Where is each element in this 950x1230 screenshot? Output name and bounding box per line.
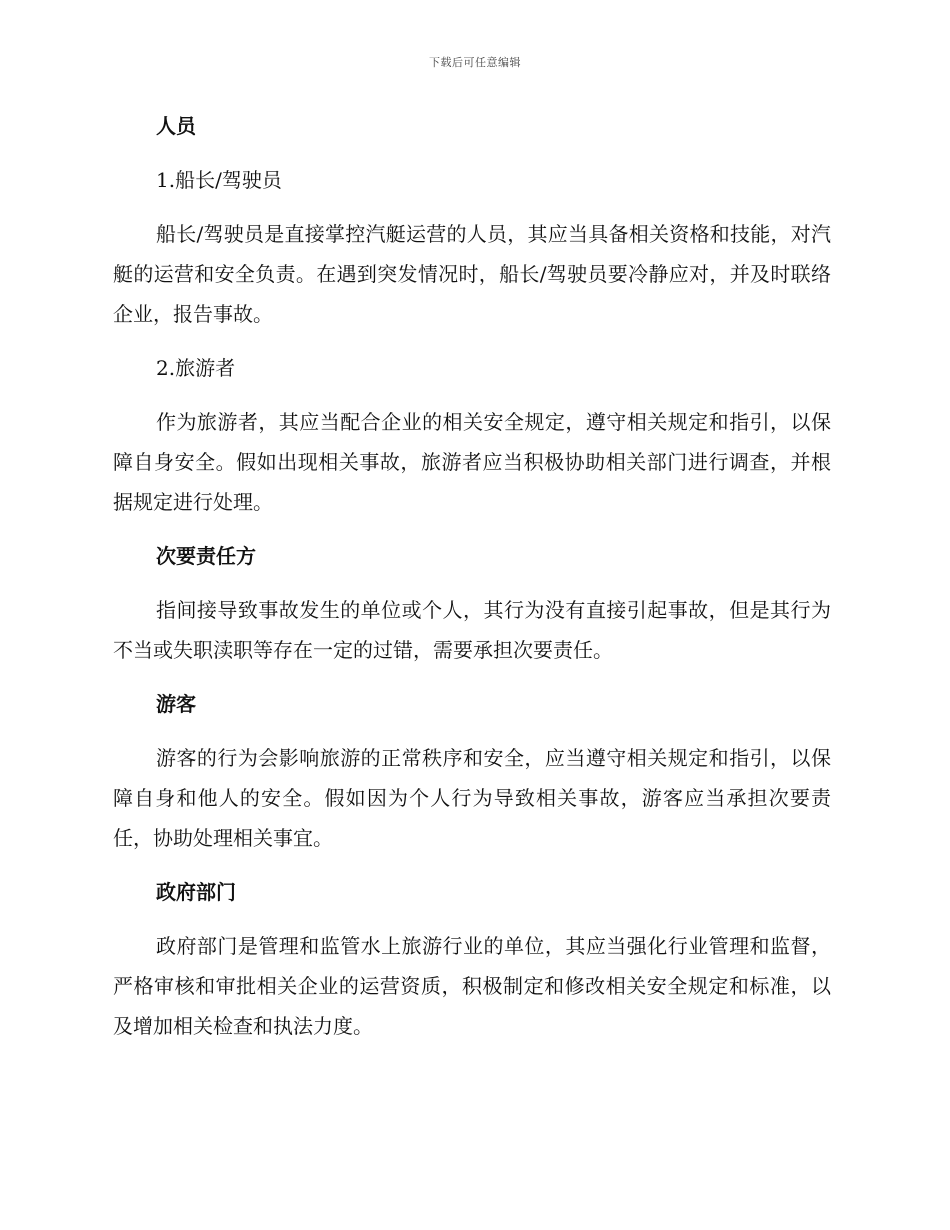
paragraph-government: 政府部门是管理和监管水上旅游行业的单位，其应当强化行业管理和监督，严格审核和审批相关企业的运营资质，积极制定和修改相关安全规定和标准，以及增加相关检查和执法力度。 (113, 934, 831, 1038)
subheading-captain: 1.船长/驾驶员 (156, 168, 282, 192)
section-heading-visitor: 游客 (156, 692, 196, 716)
page-header-note: 下载后可任意编辑 (429, 56, 521, 69)
paragraph-tourist: 作为旅游者，其应当配合企业的相关安全规定，遵守相关规定和指引，以保障自身安全。假如出现相关事故，旅游者应当积极协助相关部门进行调查，并根据规定进行处理。 (113, 410, 831, 514)
paragraph-visitor: 游客的行为会影响旅游的正常秩序和安全，应当遵守相关规定和指引，以保障自身和他人的安全。假如因为个人行为导致相关事故，游客应当承担次要责任，协助处理相关事宜。 (113, 746, 831, 850)
paragraph-captain: 船长/驾驶员是直接掌控汽艇运营的人员，其应当具备相关资格和技能，对汽艇的运营和安全负责。在遇到突发情况时，船长/驾驶员要冷静应对，并及时联络企业，报告事故。 (113, 222, 831, 326)
document-body (113, 106, 831, 1060)
section-heading-personnel: 人员 (156, 114, 196, 138)
section-heading-government: 政府部门 (156, 880, 236, 904)
paragraph-secondary-party: 指间接导致事故发生的单位或个人，其行为没有直接引起事故，但是其行为不当或失职渎职等存在一定的过错，需要承担次要责任。 (113, 598, 831, 662)
section-heading-secondary-party: 次要责任方 (156, 544, 256, 568)
subheading-tourist: 2.旅游者 (156, 356, 236, 380)
